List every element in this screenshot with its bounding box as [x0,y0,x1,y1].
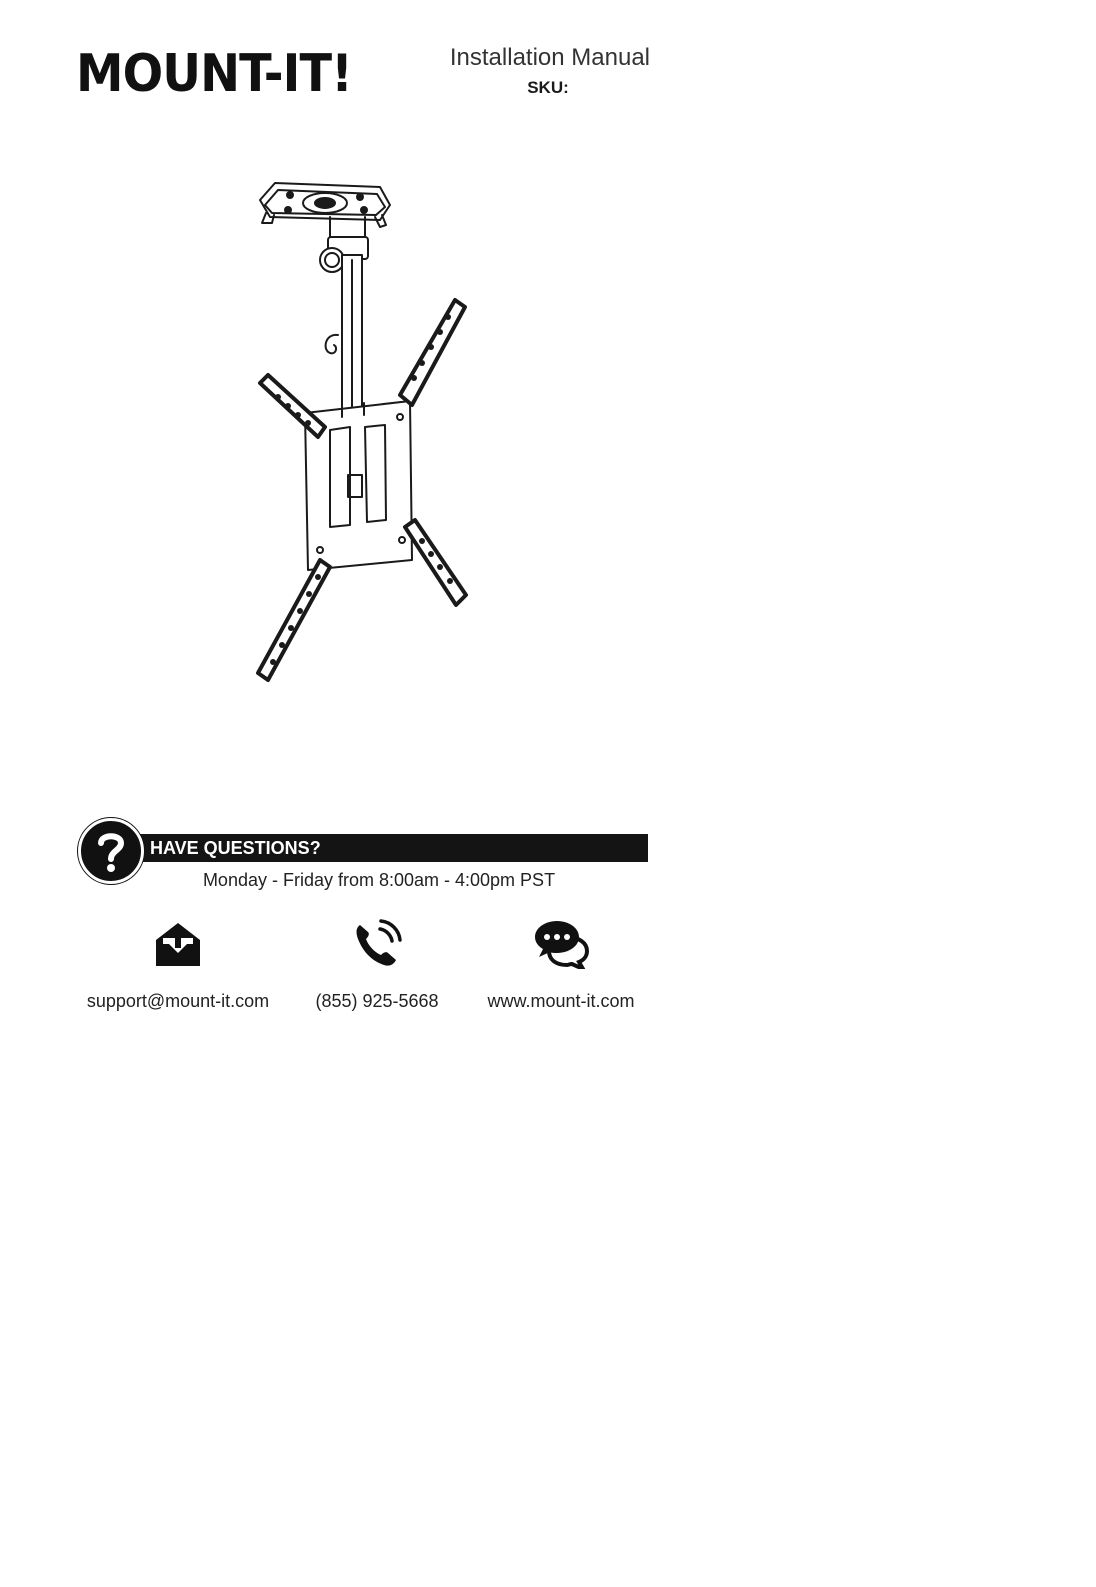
contact-email[interactable] [78,915,278,1012]
document-title: Installation Manual [449,44,650,71]
support-phone-link[interactable]: (855) 925-5668 [315,991,439,1011]
phone-icon [277,915,477,973]
sku-label: SKU: [527,78,569,97]
brand-logo [76,40,356,100]
question-mark-icon [78,818,144,884]
contact-phone[interactable] [277,915,477,1012]
website-link[interactable]: www.mount-it.com [487,991,635,1011]
have-questions-heading: HAVE QUESTIONS? [110,834,648,862]
support-email-link[interactable]: support@mount-it.com [86,991,270,1011]
svg-text:MOUNT-IT!: MOUNT-IT! [76,44,352,100]
contact-website[interactable] [461,915,661,1012]
chat-icon [461,915,661,973]
envelope-icon [78,915,278,973]
support-hours: Monday - Friday from 8:00am - 4:00pm PST [202,870,556,890]
ceiling-tv-mount-illustration [230,165,510,705]
